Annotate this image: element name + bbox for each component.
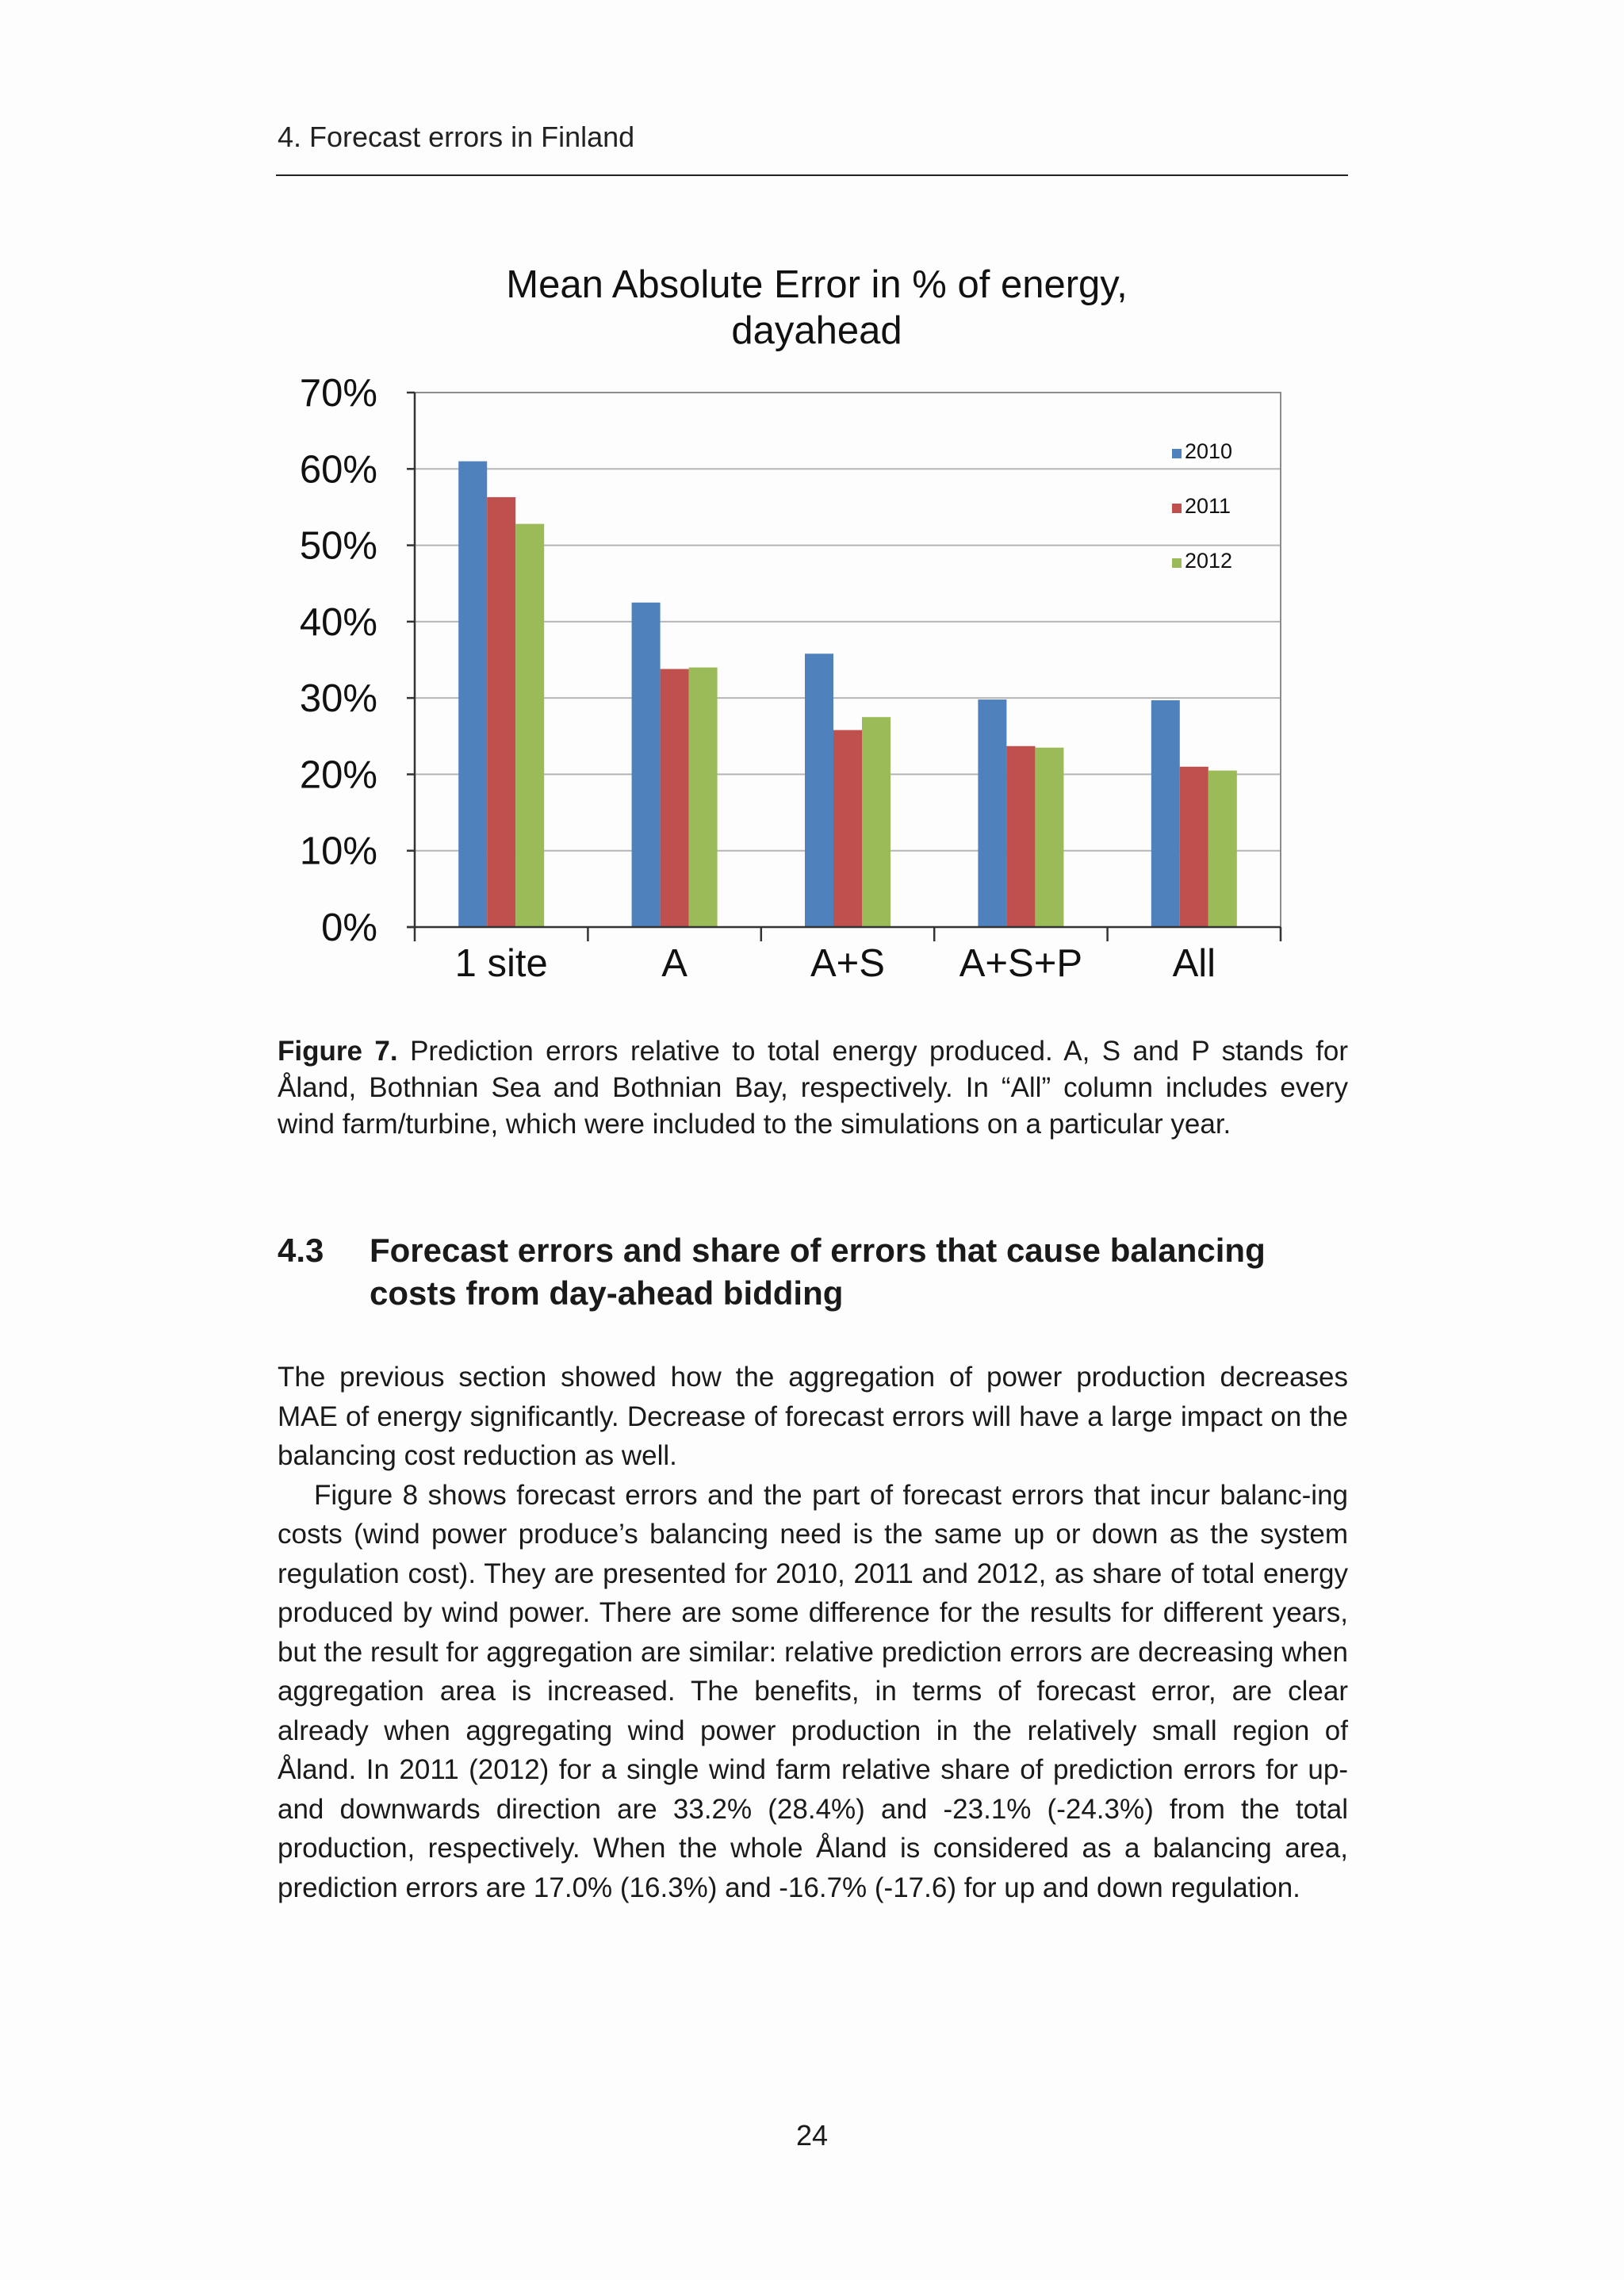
- y-tick-label: 40%: [299, 600, 377, 644]
- figure-caption: [278, 1033, 1348, 1143]
- y-tick-labels: [300, 372, 377, 949]
- y-tick-label: 0%: [321, 906, 377, 949]
- bar: [1035, 748, 1063, 927]
- legend-label: 2012: [1185, 549, 1233, 573]
- legend-label: 2010: [1185, 439, 1233, 463]
- section-number: 4.3: [278, 1232, 324, 1269]
- y-tick-label: 20%: [299, 753, 377, 797]
- x-tick-labels: [455, 942, 1216, 985]
- bar: [1151, 700, 1180, 927]
- bar: [487, 497, 515, 927]
- legend-swatch: [1172, 449, 1182, 458]
- chart-bars: [458, 462, 1237, 927]
- bar: [805, 653, 833, 927]
- legend-swatch: [1172, 558, 1182, 568]
- bar: [661, 669, 689, 927]
- figure-label: Figure 7.: [278, 1036, 398, 1067]
- running-head: 4. Forecast errors in Finland: [278, 121, 635, 153]
- x-tick-label: A: [661, 942, 688, 985]
- y-tick-label: 30%: [299, 677, 377, 721]
- bar: [1180, 767, 1208, 927]
- bar: [458, 462, 487, 927]
- page-number: 24: [795, 2119, 829, 2152]
- bar: [689, 668, 718, 927]
- x-tick-label: All: [1172, 942, 1216, 985]
- header-rule: [276, 174, 1348, 176]
- chart-legend: [1172, 439, 1232, 573]
- bar: [862, 717, 891, 927]
- y-tick-label: 50%: [299, 524, 377, 568]
- caption-text: Prediction errors relative to total energy produced. A, S and P stands for Åland, Bothnian Sea and Bothnian Bay, respectively. In “All” column includes every wind farm/turbine, which were included to the simulations on a particular year.: [278, 1036, 1348, 1140]
- section-heading: [278, 1229, 1348, 1315]
- section-title: Forecast errors and share of errors that cause balancing costs from day-ahead bidding: [370, 1232, 1266, 1312]
- y-tick-label: 60%: [299, 448, 377, 492]
- bar-chart: [270, 262, 1300, 1015]
- legend-swatch: [1172, 504, 1182, 513]
- x-tick-label: 1 site: [454, 942, 548, 985]
- bar: [833, 730, 862, 927]
- y-tick-label: 10%: [299, 830, 377, 873]
- bar: [515, 524, 544, 927]
- paragraph: Figure 8 shows forecast errors and the part of forecast errors that incur balanc-ing costs (wind power produce’s balancing need is the same up or down as the system regulation cost). They are presented for 2010, 2011 and 2012, as share of total energy produced by wind power. There are some difference for the results for different years, but the result for aggregation are similar: relative prediction errors are decreasing when aggregation area is increased. The benefits, in terms of forecast error, are clear already when aggregating wind power production in the relatively small region of Åland. In 2011 (2012) for a single wind farm relative share of prediction errors for up- and downwards direction are 33.2% (28.4%) and -23.1% (-24.3%) from the total production, respectively. When the whole Åland is considered as a balancing area, prediction errors are 17.0% (16.3%) and -16.7% (-17.6) for up and down regulation.: [278, 1479, 1348, 1903]
- paragraph: The previous section showed how the aggregation of power production decreases MAE of energy significantly. Decrease of forecast errors will have a large impact on the balancing cost reduction as well.: [278, 1362, 1348, 1471]
- x-tick-label: A+S+P: [959, 942, 1083, 985]
- chart-title-line: Mean Absolute Error in % of energy,: [506, 263, 1128, 306]
- bar: [1006, 746, 1035, 927]
- bar: [978, 699, 1006, 927]
- y-tick-label: 70%: [299, 372, 377, 415]
- bar: [632, 603, 661, 927]
- chart-title: [506, 263, 1128, 352]
- body-text: [278, 1358, 1348, 1907]
- x-tick-label: A+S: [810, 942, 885, 985]
- legend-label: 2011: [1185, 494, 1231, 518]
- bar: [1208, 771, 1237, 927]
- chart-title-line: dayahead: [731, 309, 902, 352]
